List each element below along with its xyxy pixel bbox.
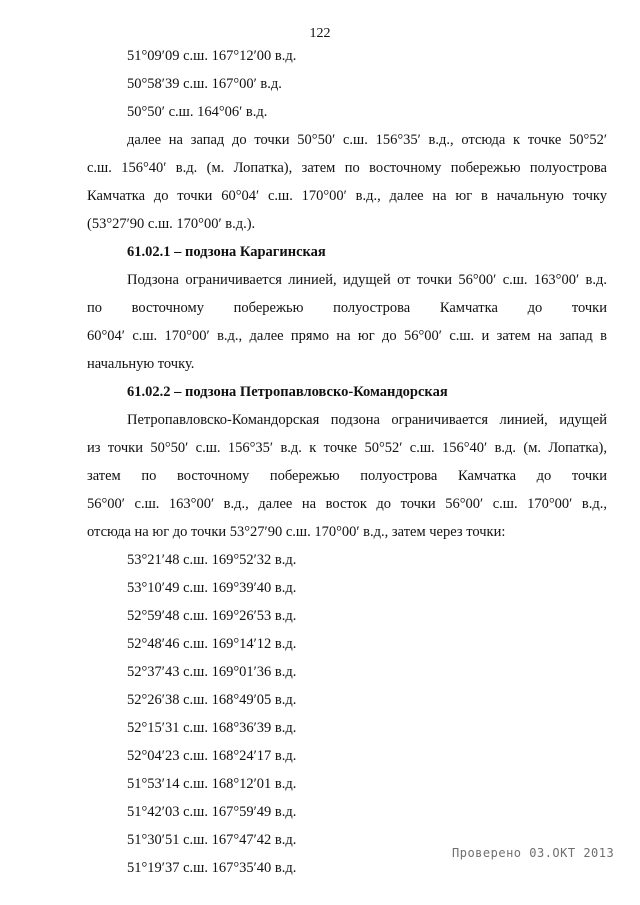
paragraph-line: Камчатка до точки 60°04′ с.ш. 170°00′ в.д., далее на юг в начальную точку: [87, 188, 607, 204]
coordinate-line: 53°10′49 с.ш. 169°39′40 в.д.: [127, 580, 297, 596]
coordinate-line: 52°48′46 с.ш. 169°14′12 в.д.: [127, 636, 297, 652]
paragraph-line: начальную точку.: [87, 356, 195, 372]
coordinate-line: 51°19′37 с.ш. 167°35′40 в.д.: [127, 860, 297, 876]
coordinate-line: 51°30′51 с.ш. 167°47′42 в.д.: [127, 832, 297, 848]
paragraph-line: 60°04′ с.ш. 170°00′ в.д., далее прямо на юг до 56°00′ с.ш. и затем на запад в: [87, 328, 607, 344]
section-heading: 61.02.1 – подзона Карагинская: [127, 244, 326, 260]
paragraph-line: по восточному побережью полуострова Камчатка до точки: [87, 300, 607, 316]
paragraph-line: затем по восточному побережью полуострова Камчатка до точки: [87, 468, 607, 484]
paragraph-line: 56°00′ с.ш. 163°00′ в.д., далее на восток до точки 56°00′ с.ш. 170°00′ в.д.,: [87, 496, 607, 512]
section-heading: 61.02.2 – подзона Петропавловско-Командорская: [127, 384, 448, 400]
verification-stamp: Проверено 03.ОКТ 2013: [452, 846, 615, 860]
coordinate-line: 52°15′31 с.ш. 168°36′39 в.д.: [127, 720, 297, 736]
paragraph-line: (53°27′90 с.ш. 170°00′ в.д.).: [87, 216, 256, 232]
coordinate-line: 52°04′23 с.ш. 168°24′17 в.д.: [127, 748, 297, 764]
page-number: 122: [309, 26, 331, 41]
paragraph-line: далее на запад до точки 50°50′ с.ш. 156°35′ в.д., отсюда к точке 50°52′: [127, 132, 607, 148]
coordinate-line: 51°53′14 с.ш. 168°12′01 в.д.: [127, 776, 297, 792]
coordinate-line: 52°59′48 с.ш. 169°26′53 в.д.: [127, 608, 297, 624]
coordinate-line: 51°42′03 с.ш. 167°59′49 в.д.: [127, 804, 297, 820]
paragraph-line: из точки 50°50′ с.ш. 156°35′ в.д. к точке 50°52′ с.ш. 156°40′ в.д. (м. Лопатка),: [87, 440, 607, 456]
paragraph-line: с.ш. 156°40′ в.д. (м. Лопатка), затем по восточному побережью полуострова: [87, 160, 607, 176]
coordinate-line: 53°21′48 с.ш. 169°52′32 в.д.: [127, 552, 297, 568]
coordinate-line: 50°50′ с.ш. 164°06′ в.д.: [127, 104, 268, 120]
paragraph-line: Петропавловско-Командорская подзона ограничивается линией, идущей: [127, 412, 607, 428]
coordinate-line: 52°26′38 с.ш. 168°49′05 в.д.: [127, 692, 297, 708]
coordinate-line: 51°09′09 с.ш. 167°12′00 в.д.: [127, 48, 297, 64]
paragraph-line: отсюда на юг до точки 53°27′90 с.ш. 170°00′ в.д., затем через точки:: [87, 524, 506, 540]
coordinate-line: 50°58′39 с.ш. 167°00′ в.д.: [127, 76, 282, 92]
coordinate-line: 52°37′43 с.ш. 169°01′36 в.д.: [127, 664, 297, 680]
paragraph-line: Подзона ограничивается линией, идущей от точки 56°00′ с.ш. 163°00′ в.д.: [127, 272, 607, 288]
